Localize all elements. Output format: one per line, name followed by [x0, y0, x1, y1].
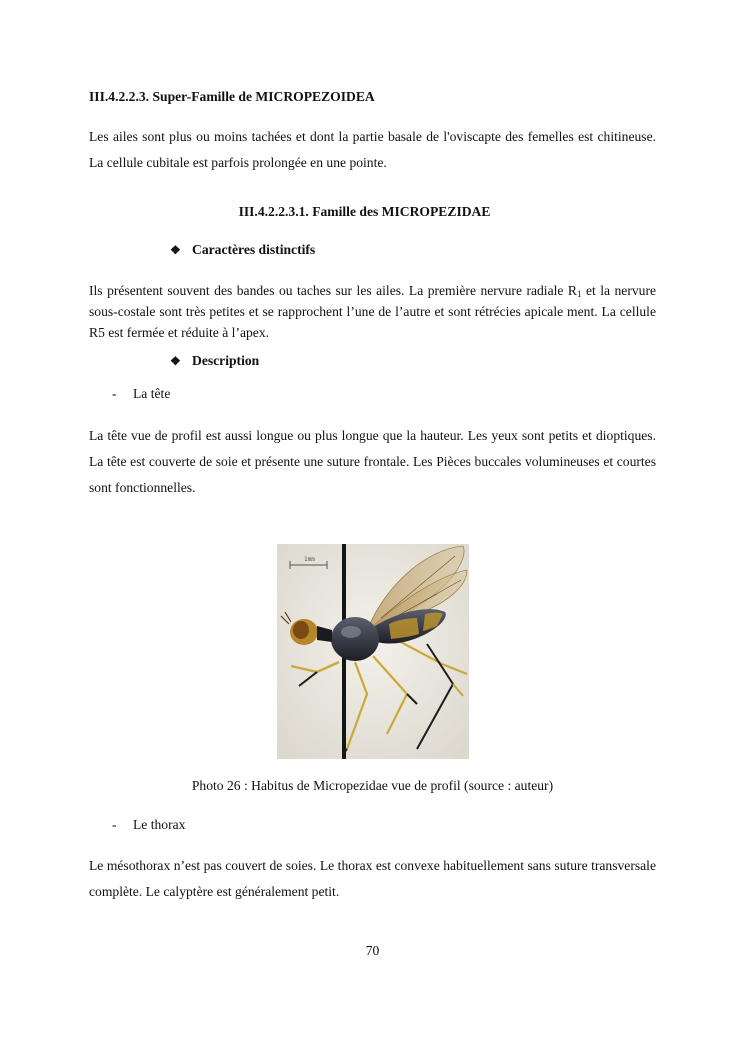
head-paragraph: La tête vue de profil est aussi longue ou plus longue que la hauteur. Les yeux sont petits et dioptiques. La tête est couverte de soie et présente une suture frontale. Les Pièces buccales volumineuses et courtes sont fonctionnelles.	[89, 428, 656, 495]
bullet-description	[170, 353, 259, 369]
subsection-head	[112, 386, 170, 402]
dash-marker: -	[112, 817, 117, 832]
family-heading-text: III.4.2.2.3.1. Famille des MICROPEZIDAE	[238, 204, 491, 219]
subsection-thorax-label: Le thorax	[133, 817, 186, 832]
subsection-thorax	[112, 817, 185, 833]
subsection-head-label: La tête	[133, 386, 171, 401]
diamond-bullet-icon: ❖	[170, 354, 181, 368]
scale-bar-label: 1mm	[304, 556, 315, 563]
family-heading	[0, 204, 745, 220]
section-heading: III.4.2.2.3. Super-Famille de MICROPEZOIDEA	[89, 89, 375, 104]
photo-caption: Photo 26 : Habitus de Micropezidae vue de profil (source : auteur)	[191, 778, 554, 793]
page-number: 70	[365, 943, 380, 958]
characters-text-b: et la nervure sous-costale sont très petites et se rapprochent l’une de l’autre et sont rétrécies apicale ment. La cellule R5 est fermée et réduite à l’apex.	[89, 283, 657, 340]
characters-text-a: Ils présentent souvent des bandes ou taches sur les ailes. La première nervure radiale R	[89, 283, 577, 298]
bullet-characters-label: Caractères distinctifs	[192, 242, 316, 257]
intro-paragraph: Les ailes sont plus ou moins tachées et dont la partie basale de l'oviscapte des femelles est chitineuse. La cellule cubitale est parfois prolongée en une pointe.	[89, 129, 656, 170]
radial-subscript: 1	[576, 289, 582, 299]
characters-paragraph	[89, 280, 656, 343]
diamond-bullet-icon: ❖	[170, 243, 181, 257]
specimen-photo	[277, 544, 469, 759]
bullet-description-label: Description	[192, 353, 260, 368]
bullet-characters	[170, 242, 315, 258]
thorax-paragraph: Le mésothorax n’est pas couvert de soies. Le thorax est convexe habituellement sans suture transversale complète. Le calyptère est généralement petit.	[89, 858, 656, 899]
dash-marker: -	[112, 386, 117, 401]
micropezidae-fly-image	[277, 544, 469, 759]
